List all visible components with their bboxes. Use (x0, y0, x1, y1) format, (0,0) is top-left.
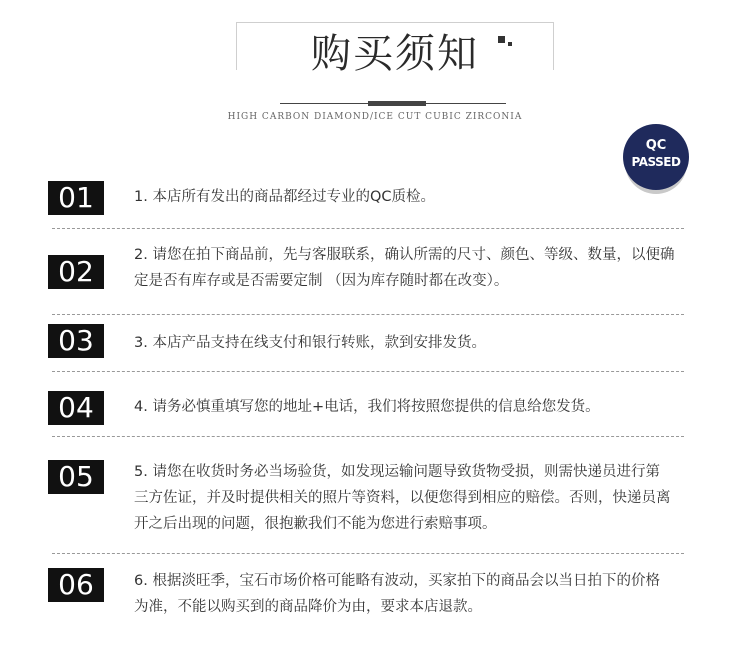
dashed-divider (52, 228, 684, 229)
item-number-badge: 03 (48, 324, 104, 358)
item-text: 1. 本店所有发出的商品都经过专业的QC质检。 (134, 189, 435, 205)
item-number-badge: 05 (48, 460, 104, 494)
dashed-divider (52, 553, 684, 554)
page-subtitle: HIGH CARBON DIAMOND/ICE CUT CUBIC ZIRCONIA (227, 112, 523, 122)
dashed-divider (52, 436, 684, 437)
item-number-badge: 02 (48, 255, 104, 289)
dashed-divider (52, 371, 684, 372)
page-title: 购买须知 (311, 31, 479, 77)
item-text: 2. 请您在拍下商品前，先与客服联系，确认所需的尺寸、颜色、等级、数量，以便确定是否有库存或是否需要定制 （因为库存随时都在改变）。 (134, 247, 675, 289)
item-number-badge: 06 (48, 568, 104, 602)
title-underline-accent (368, 101, 426, 106)
title-frame (236, 22, 554, 76)
item-text: 5. 请您在收货时务必当场验货，如发现运输问题导致货物受损，则需快递员进行第三方佐证，并及时提供相关的照片等资料，以便您得到相应的赔偿。否则，快递员离开之后出现的问题，很抱歉我们不能为您进行索赔事项。 (134, 464, 671, 532)
decor-square-icon (498, 36, 505, 43)
qc-passed-badge (623, 124, 689, 190)
item-text: 4. 请务必慎重填写您的地址+电话，我们将按照您提供的信息给您发货。 (134, 399, 600, 415)
item-number-badge: 04 (48, 391, 104, 425)
item-text: 6. 根据淡旺季，宝石市场价格可能略有波动，买家拍下的商品会以当日拍下的价格为准，不能以购买到的商品降价为由，要求本店退款。 (134, 573, 660, 615)
frame-top-line (236, 22, 554, 23)
item-text: 3. 本店产品支持在线支付和银行转账，款到安排发货。 (134, 335, 486, 351)
decor-small-square-icon (508, 42, 512, 46)
item-number-badge: 01 (48, 181, 104, 215)
badge-line-1: QC (645, 138, 667, 153)
dashed-divider (52, 314, 684, 315)
badge-line-2: PASSED (631, 155, 681, 169)
